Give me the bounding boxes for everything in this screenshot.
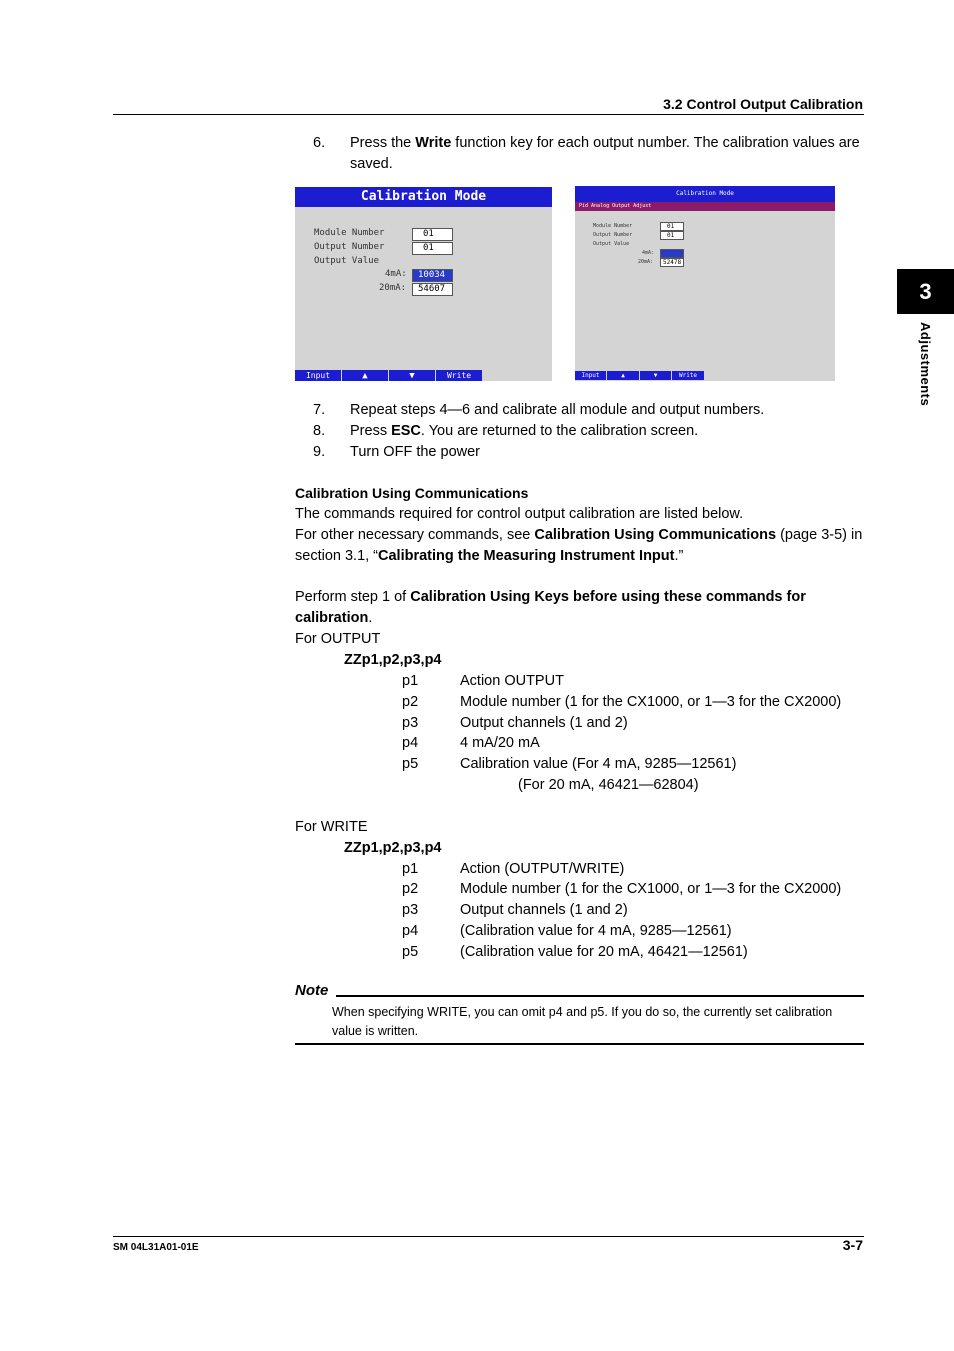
function-key-bar xyxy=(295,370,483,381)
module-number-label: Module Number xyxy=(593,223,633,229)
input-softkey[interactable]: Input xyxy=(295,370,342,381)
calibration-screen-left xyxy=(295,187,552,381)
module-number-field[interactable]: 01 xyxy=(660,222,684,231)
write-param-desc: (Calibration value for 4 mA, 9285—12561) xyxy=(460,923,732,939)
20ma-value-field[interactable]: 52478 xyxy=(660,258,684,267)
output-param-name: p5 xyxy=(402,756,419,772)
note-title: Note xyxy=(295,982,329,999)
output-param-desc: 4 mA/20 mA xyxy=(460,735,540,751)
section-header: 3.2 Control Output Calibration xyxy=(663,96,863,112)
4ma-value-field[interactable]: 10034 xyxy=(412,269,453,282)
step-9-text: Turn OFF the power xyxy=(350,444,481,460)
screen-title: Calibration Mode xyxy=(295,187,552,207)
output-number-field[interactable]: 01 xyxy=(412,242,453,255)
write-param-name: p5 xyxy=(402,944,419,960)
output-param-desc: Output channels (1 and 2) xyxy=(460,715,628,731)
down-arrow-softkey[interactable]: ▼ xyxy=(389,370,436,381)
output-param-name: p3 xyxy=(402,715,419,731)
4ma-label: 4mA: xyxy=(385,269,407,279)
comm-heading: Calibration Using Communications xyxy=(295,485,529,501)
calibration-screen-right xyxy=(575,186,835,381)
output-param-desc: Action OUTPUT xyxy=(460,673,564,689)
output-param-name: p2 xyxy=(402,694,419,710)
step-6-continuation: saved. xyxy=(350,156,393,172)
step-8-text: Press ESC. You are returned to the calibration screen. xyxy=(350,423,699,439)
screen-subtitle: Pid Analog Output Adjust xyxy=(575,202,835,211)
chapter-label: Adjustments xyxy=(918,322,933,407)
step-8-number: 8. xyxy=(313,423,326,439)
write-param-name: p3 xyxy=(402,902,419,918)
output-param-desc: Calibration value (For 4 mA, 9285—12561) xyxy=(460,756,737,772)
output-param-name: p1 xyxy=(402,673,419,689)
output-number-field[interactable]: 01 xyxy=(660,231,684,240)
write-param-name: p4 xyxy=(402,923,419,939)
write-softkey[interactable]: Write xyxy=(672,371,705,380)
step-7-text: Repeat steps 4—6 and calibrate all module and output numbers. xyxy=(350,402,765,418)
down-arrow-softkey[interactable]: ▼ xyxy=(640,371,672,380)
comm-line-1: The commands required for control output calibration are listed below. xyxy=(295,506,744,522)
up-arrow-softkey[interactable]: ▲ xyxy=(342,370,389,381)
output-param-name: p4 xyxy=(402,735,419,751)
write-softkey[interactable]: Write xyxy=(436,370,483,381)
write-param-desc: Action (OUTPUT/WRITE) xyxy=(460,861,625,877)
write-param-name: p2 xyxy=(402,881,419,897)
module-number-label: Module Number xyxy=(314,228,385,238)
input-softkey[interactable]: Input xyxy=(575,371,607,380)
write-label: For WRITE xyxy=(295,819,368,835)
footer-rule xyxy=(113,1236,864,1237)
4ma-label: 4mA: xyxy=(642,250,655,256)
write-param-name: p1 xyxy=(402,861,419,877)
step-7-number: 7. xyxy=(313,402,326,418)
output-param-desc: Module number (1 for the CX1000, or 1—3 for the CX2000) xyxy=(460,694,842,710)
output-value-label: Output Value xyxy=(593,241,630,247)
footer-page-number: 3-7 xyxy=(842,1237,863,1253)
function-key-bar xyxy=(575,371,705,380)
comm-line-3: section 3.1, “Calibrating the Measuring Instrument Input.” xyxy=(295,548,684,564)
output-value-label: Output Value xyxy=(314,256,380,266)
output-param-extra: (For 20 mA, 46421—62804) xyxy=(518,777,699,793)
write-param-desc: (Calibration value for 20 mA, 46421—12561) xyxy=(460,944,748,960)
20ma-value-field[interactable]: 54607 xyxy=(412,283,453,296)
write-param-desc: Module number (1 for the CX1000, or 1—3 for the CX2000) xyxy=(460,881,842,897)
chapter-tab: 3 xyxy=(897,269,954,314)
20ma-label: 20mA: xyxy=(379,283,407,293)
note-top-rule xyxy=(336,995,864,997)
output-number-label: Output Number xyxy=(593,232,633,238)
note-line-2: value is written. xyxy=(332,1024,419,1038)
write-param-desc: Output channels (1 and 2) xyxy=(460,902,628,918)
note-bottom-rule xyxy=(295,1043,864,1045)
note-line-1: When specifying WRITE, you can omit p4 and p5. If you do so, the currently set calibration xyxy=(332,1005,833,1019)
perform-line-2: calibration. xyxy=(295,610,373,626)
module-number-field[interactable]: 01 xyxy=(412,228,453,241)
header-rule xyxy=(113,114,864,115)
write-syntax: ZZp1,p2,p3,p4 xyxy=(344,840,442,856)
step-9-number: 9. xyxy=(313,444,326,460)
output-number-label: Output Number xyxy=(314,242,385,252)
step-6-text: Press the Write function key for each output number. The calibration values are xyxy=(350,135,860,151)
step-6-number: 6. xyxy=(313,135,326,151)
screen-title: Calibration Mode xyxy=(575,186,835,202)
output-syntax: ZZp1,p2,p3,p4 xyxy=(344,652,442,668)
perform-line-1: Perform step 1 of Calibration Using Keys before using these commands for xyxy=(295,589,806,605)
footer-doc-id: SM 04L31A01-01E xyxy=(113,1242,199,1253)
output-label: For OUTPUT xyxy=(295,631,381,647)
up-arrow-softkey[interactable]: ▲ xyxy=(607,371,640,380)
comm-line-2: For other necessary commands, see Calibration Using Communications (page 3-5) in xyxy=(295,527,863,543)
4ma-value-field[interactable] xyxy=(660,249,684,258)
20ma-label: 20mA: xyxy=(638,259,654,265)
